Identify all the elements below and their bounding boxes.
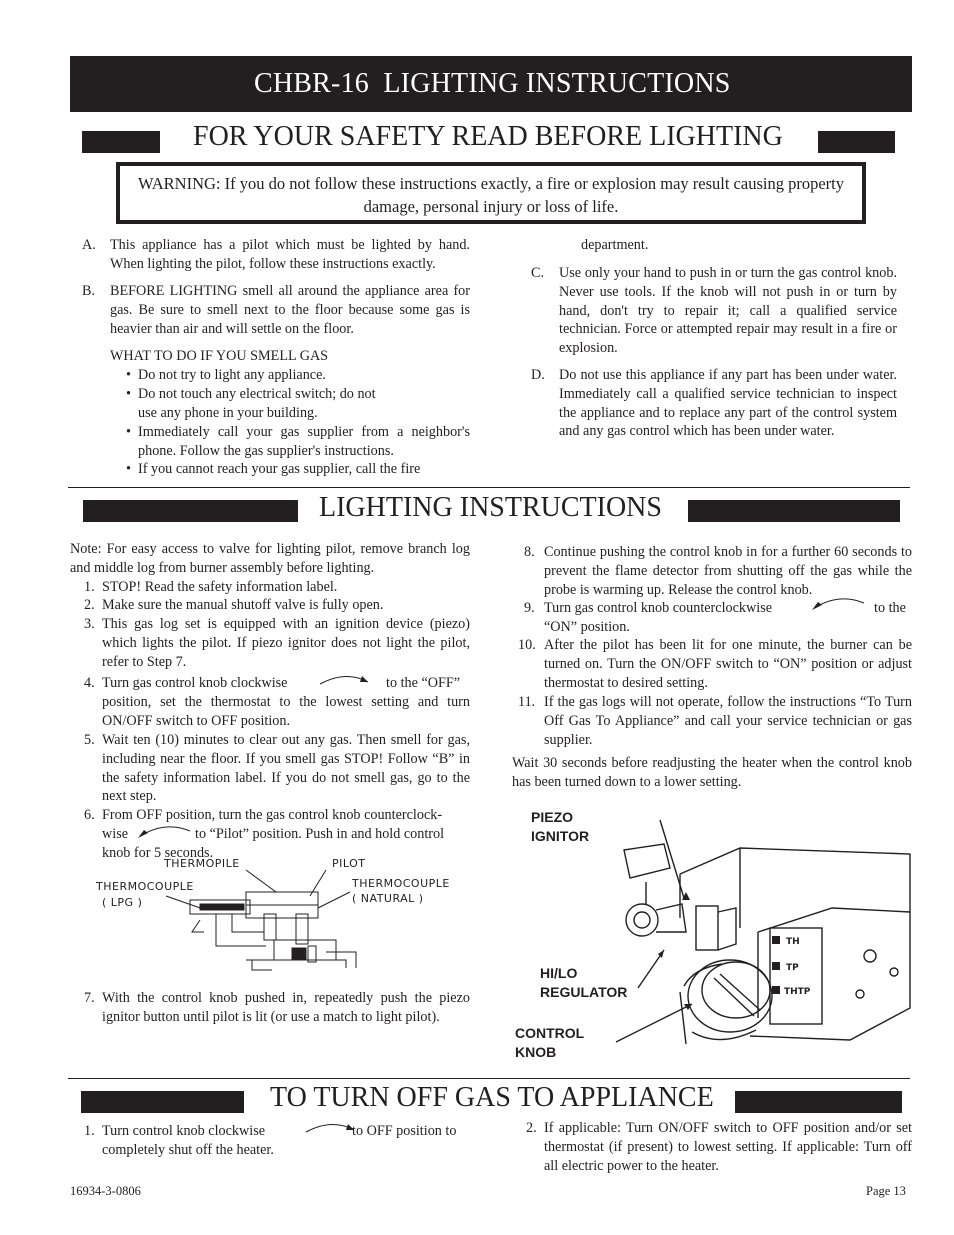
step-5: 5. Wait ten (10) minutes to clear out any gas. Then smell for gas, including near the floor. If you smell gas STOP! Follow “B” in the safety information label. If you do not smell gas, go to the next step.	[84, 732, 470, 805]
smell-gas-bullet: • Immediately call your gas supplier from a neighbor's phone. Follow the gas supplier's instructions.	[126, 424, 470, 459]
item-text: BEFORE LIGHTING smell all around the appliance area for gas. Be sure to smell next to the floor because some gas is heavier than air and will settle on the floor.	[110, 283, 470, 337]
item-label: B.	[82, 283, 96, 299]
label-pilot: PILOT	[332, 857, 366, 870]
label-ignitor: IGNITOR	[531, 828, 590, 844]
page-title-banner	[70, 56, 912, 112]
safety-item-c: C. Use only your hand to push in or turn the gas control knob. Never use tools. If the knob will not push in or turn by hand, don't try to repair it; call a qualified service technician. Force or attempted repair may result in a fire or explosion.	[531, 265, 897, 357]
heading-bar-right	[735, 1091, 902, 1113]
item-label: A.	[82, 237, 96, 253]
wait-note: Wait 30 seconds before readjusting the heater when the control knob has been turned down to a lower setting.	[512, 755, 912, 790]
item-text: This appliance has a pilot which must be lighted by hand. When lighting the pilot, follow these instructions exactly.	[110, 237, 470, 272]
step-2: 2. Make sure the manual shutoff valve is fully open.	[84, 597, 384, 613]
smell-gas-continuation: department.	[581, 237, 649, 253]
lighting-note: Note: For easy access to valve for lighting pilot, remove branch log and middle log from burner assembly before lighting.	[70, 541, 470, 576]
step-4: 4. Turn gas control knob clockwise to the “OFF” position, set the thermostat to the lowest setting and turn ON/OFF switch to OFF position.	[84, 674, 470, 731]
label-hilo: HI/LO	[540, 965, 578, 981]
safety-item-a	[82, 236, 470, 274]
heading-bar-left	[82, 131, 160, 153]
label-control: CONTROL	[515, 1025, 585, 1041]
svg-text:( NATURAL ): ( NATURAL )	[352, 892, 424, 905]
page-title: CHBR-16 LIGHTING INSTRUCTIONS	[254, 68, 731, 99]
label-knob: KNOB	[515, 1044, 557, 1060]
smell-gas-heading: WHAT TO DO IF YOU SMELL GAS	[110, 348, 329, 364]
smell-gas-bullet: • If you cannot reach your gas supplier, call the fire	[126, 461, 421, 477]
step-9: 9. Turn gas control knob counterclockwise to the “ON” position.	[524, 599, 912, 637]
terminal-th-label: TH	[786, 937, 800, 947]
warning-box	[116, 162, 866, 224]
step-8: 8. Continue pushing the control knob in for a further 60 seconds to prevent the flame detector from shutting off the gas while the probe is warming up. Release the control knob.	[524, 544, 912, 598]
divider	[68, 1078, 910, 1079]
page-number: Page 13	[866, 1184, 906, 1198]
step-6: 6. From OFF position, turn the gas control knob counterclock- wise to “Pilot” position. Push in and hold control knob for 5 seconds.	[84, 807, 445, 861]
terminal-tp-label: TP	[786, 963, 799, 973]
step-11: 11. If the gas logs will not operate, follow the instructions “To Turn Off Gas To Appliance” and call your service technician or gas supplier.	[518, 694, 912, 748]
step-1: 1. STOP! Read the safety information label.	[84, 579, 338, 595]
gas-valve-diagram	[560, 808, 920, 1058]
label-thermocouple-lpg: THERMOCOUPLE	[96, 880, 194, 893]
label-piezo: PIEZO	[531, 809, 574, 825]
document-number: 16934-3-0806	[70, 1184, 141, 1198]
smell-gas-bullet: • Do not touch any electrical switch; do not use any phone in your building.	[126, 386, 376, 421]
warning-text: WARNING: If you do not follow these instructions exactly, a fire or explosion may result causing property damage, personal injury or loss of life.	[138, 174, 844, 216]
heading-bar-right	[688, 500, 900, 522]
heading-bar-right	[818, 131, 895, 153]
pilot-assembly-diagram	[96, 856, 456, 981]
safety-heading: FOR YOUR SAFETY READ BEFORE LIGHTING	[193, 121, 783, 152]
step-3: 3. This gas log set is equipped with an ignition device (piezo) which lights the pilot. If piezo ignitor does not light the pilot, refer to Step 7.	[84, 616, 470, 670]
smell-gas-bullet: • Do not try to light any appliance.	[126, 367, 326, 383]
safety-item-b	[82, 282, 470, 338]
safety-item-d: D. Do not use this appliance if any part has been under water. Immediately call a qualified service technician to inspect the appliance and to replace any part of the control system and any gas control which has been under water.	[531, 367, 897, 440]
label-thermocouple-natural: THERMOCOUPLE	[352, 877, 450, 890]
counterclockwise-arrow-icon	[806, 593, 868, 615]
counterclockwise-arrow-icon	[132, 821, 194, 843]
svg-text:( LPG ): ( LPG )	[102, 896, 143, 909]
turnoff-step-2: 2. If applicable: Turn ON/OFF switch to OFF position and/or set thermostat (if present) to lowest setting. If applicable: Turn off all electric power to the heater.	[526, 1120, 912, 1174]
turnoff-step-1: 1. Turn control knob clockwise to OFF position to completely shut off the heater.	[84, 1122, 470, 1160]
step-7: 7. With the control knob pushed in, repeatedly push the piezo ignitor button until pilot is lit (or use a match to light pilot).	[84, 990, 470, 1025]
step-10: 10. After the pilot has been lit for one minute, the burner can be turned on. Turn the ON/OFF switch to “ON” position or adjust thermostat to desired setting.	[518, 637, 912, 691]
turnoff-heading: TO TURN OFF GAS TO APPLIANCE	[270, 1082, 714, 1113]
lighting-heading: LIGHTING INSTRUCTIONS	[319, 492, 662, 523]
terminal-thtp-label: THTP	[784, 987, 811, 997]
label-thermopile: THERMOPILE	[164, 857, 240, 870]
divider	[68, 487, 910, 488]
label-regulator: REGULATOR	[540, 984, 628, 1000]
clockwise-arrow-icon	[316, 670, 380, 690]
heading-bar-left	[83, 500, 298, 522]
heading-bar-left	[81, 1091, 244, 1113]
